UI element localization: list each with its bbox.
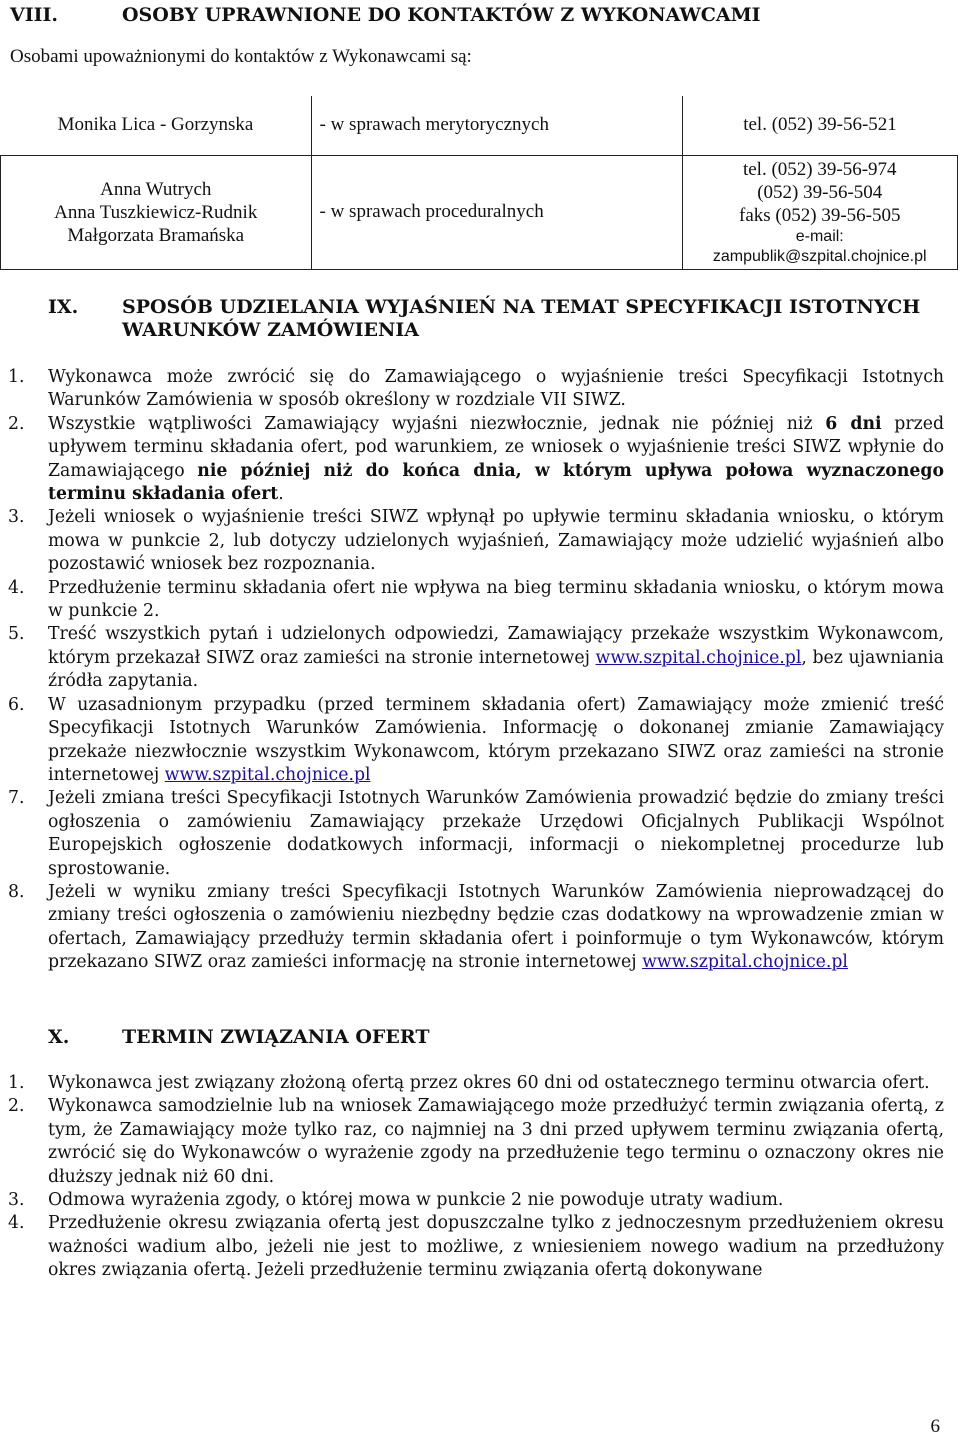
website-link[interactable]: www.szpital.chojnice.pl — [164, 764, 371, 785]
contact-scope: - w sprawach merytorycznych — [319, 114, 549, 136]
item-text: Wykonawca jest związany złożoną ofertą przez okres 60 dni od ostatecznego terminu otwarcia ofert. — [48, 1073, 930, 1093]
contact-name: Anna Tuszkiewicz-Rudnik — [54, 201, 258, 223]
contact-phone-cell — [682, 155, 958, 269]
contact-scope-cell — [311, 155, 682, 269]
contact-phone: (052) 39-56-504 — [757, 181, 883, 203]
bold-run: nie później niż do końca dnia, w którym upływa połowa wyznaczonego terminu składania ofert — [48, 460, 944, 505]
section-number: VIII. — [10, 4, 59, 26]
item-number: 3. — [8, 507, 25, 528]
list-item — [8, 694, 944, 788]
contact-scope-cell — [311, 96, 682, 155]
item-number: 3. — [8, 1190, 25, 1211]
section-title-continued: WARUNKÓW ZAMÓWIENIA — [122, 319, 419, 341]
section-number: X. — [48, 1026, 70, 1048]
intro-text: Osobami upoważnionymi do kontaktów z Wykonawcami są: — [10, 46, 472, 67]
contacts-table — [0, 96, 958, 270]
item-number: 7. — [8, 788, 25, 809]
text-run: Treść wszystkich pytań i udzielonych odpowiedzi, Zamawiający przekaże wszystkim Wykonawcom, którym przekazał SIWZ oraz zamieści na stronie internetowej — [48, 624, 944, 668]
item-number: 6. — [8, 694, 25, 715]
text-run: Wszystkie wątpliwości Zamawiający wyjaśni niezwłocznie, jednak nie później niż — [48, 413, 826, 434]
text-run: Jeżeli w wyniku zmiany treści Specyfikacji Istotnych Warunków Zamówienia nieprowadzącej do zmiany treści ogłoszenia o zamówieniu niezbędny będzie czas dodatkowy na wprowadzenie zmian w ofertach, Zamawiający przedłuży termin składania ofert i poinformuje o tym Wykonawców, którym przekazano SIWZ oraz zamieści informację na stronie internetowej — [48, 881, 944, 973]
email-address[interactable]: zampublik@szpital.chojnice.pl — [712, 247, 927, 265]
list-item — [8, 506, 944, 576]
item-text — [48, 623, 944, 693]
item-text: Odmowa wyrażenia zgody, o której mowa w punkcie 2 nie powoduje utraty wadium. — [48, 1190, 784, 1211]
item-number: 4. — [8, 577, 25, 598]
item-text: Przedłużenie okresu związania ofertą jest dopuszczalne tylko z jednoczesnym przedłużeniem okresu ważności wadium albo, jeżeli nie jest to możliwe, z wniesieniem nowego wadium na przedłużony okres związania ofertą. Jeżeli przedłużenie terminu związania ofertą dokonywane — [48, 1213, 944, 1281]
section-title: OSOBY UPRAWNIONE DO KONTAKTÓW Z WYKONAWCAMI — [122, 4, 761, 26]
section-title: SPOSÓB UDZIELANIA WYJAŚNIEŃ NA TEMAT SPECYFIKACJI ISTOTNYCH — [122, 296, 921, 318]
website-link[interactable]: www.szpital.chojnice.pl — [595, 647, 802, 668]
item-number: 4. — [8, 1213, 25, 1234]
contact-scope: - w sprawach proceduralnych — [319, 201, 544, 222]
item-number: 2. — [8, 413, 25, 434]
table-row — [1, 96, 958, 155]
section-ix-heading — [48, 296, 948, 344]
contact-phone-cell — [682, 96, 958, 155]
email-label: e-mail: — [795, 227, 844, 245]
list-item — [8, 623, 944, 693]
bold-run: 6 dni — [825, 413, 882, 434]
item-text: Wykonawca może zwrócić się do Zamawiającego o wyjaśnienie treści Specyfikacji Istotnych Warunków Zamówienia w sposób określony w rozdziale VII SIWZ. — [48, 367, 944, 411]
item-text — [48, 413, 944, 507]
item-text — [48, 694, 944, 788]
item-number: 1. — [8, 1073, 25, 1093]
website-link[interactable]: www.szpital.chojnice.pl — [642, 952, 848, 973]
list-item — [8, 577, 944, 624]
text-run: przed upływem terminu składania ofert, pod warunkiem, ze wniosek o wyjaśnienie treści SIWZ wpłynie do Zamawiającego — [48, 413, 945, 481]
list-item — [8, 1212, 944, 1282]
text-run: . — [278, 484, 284, 505]
contact-phone: tel. (052) 39-56-521 — [743, 114, 897, 136]
section-x-heading — [48, 1026, 948, 1050]
text-run: , bez ujawniania źródła zapytania. — [48, 647, 944, 692]
list-item — [8, 1095, 944, 1189]
table-row — [1, 155, 958, 269]
list-item — [8, 413, 944, 507]
item-text: Jeżeli zmiana treści Specyfikacji Istotnych Warunków Zamówienia prowadzić będzie do zmiany treści ogłoszenia o zamówieniu Zamawiający przekaże Urzędowi Oficjalnych Publikacji Wspólnot Europejskich ogłoszenie dodatkowych informacji, informacji o niekompletnej procedurze lub sprostowanie. — [48, 788, 944, 879]
section-number: IX. — [48, 296, 79, 318]
list-item — [8, 787, 944, 881]
section-x-list — [8, 1072, 944, 1283]
contact-phone: tel. (052) 39-56-974 — [742, 158, 897, 180]
item-number: 8. — [8, 881, 25, 902]
list-item — [8, 366, 944, 413]
item-number: 1. — [8, 367, 25, 387]
section-title: TERMIN ZWIĄZANIA OFERT — [122, 1026, 430, 1048]
item-text: Wykonawca samodzielnie lub na wniosek Zamawiającego może przedłużyć termin związania ofertą, z tym, że Zamawiający może tylko raz, co najmniej na 3 dni przed upływem terminu związania ofertą, zwrócić się do Wykonawców o wyrażenie zgody na przedłużenie tego terminu o oznaczony okres nie dłuższy jednak niż 60 dni. — [48, 1096, 944, 1187]
contact-name: Anna Wutrych — [100, 178, 212, 200]
contact-fax: faks (052) 39-56-505 — [739, 204, 901, 226]
section-ix-list — [8, 366, 944, 975]
contact-name-cell — [1, 155, 312, 269]
contact-name: Małgorzata Bramańska — [67, 224, 245, 246]
item-text: Jeżeli wniosek o wyjaśnienie treści SIWZ wpłynął po upływie terminu składania wniosku, o którym mowa w punkcie 2, lub dotyczy udzielonych wyjaśnień, Zamawiający może udzielić wyjaśnień albo pozostawić wniosek bez rozpoznania. — [48, 507, 944, 575]
list-item — [8, 1072, 944, 1095]
item-number: 2. — [8, 1096, 25, 1117]
text-run: W uzasadnionym przypadku (przed terminem składania ofert) Zamawiający może zmienić treść Specyfikacji Istotnych Warunków Zamówienia. Informację o dokonanej zmianie Zamawiający przekaże niezwłocznie wszystkim Wykonawcom, którym przekazano SIWZ oraz zamieści na stronie internetowej — [48, 694, 944, 785]
item-text — [48, 881, 944, 975]
item-text: Przedłużenie terminu składania ofert nie wpływa na bieg terminu składania wniosku, o którym mowa w punkcie 2. — [48, 577, 944, 622]
page-number: 6 — [930, 1416, 940, 1437]
list-item — [8, 1189, 944, 1212]
contact-name: Monika Lica - Gorzynska — [57, 114, 254, 136]
item-number: 5. — [8, 624, 25, 645]
list-item — [8, 881, 944, 975]
contact-name-cell — [1, 96, 312, 155]
section-viii-heading — [10, 4, 950, 28]
